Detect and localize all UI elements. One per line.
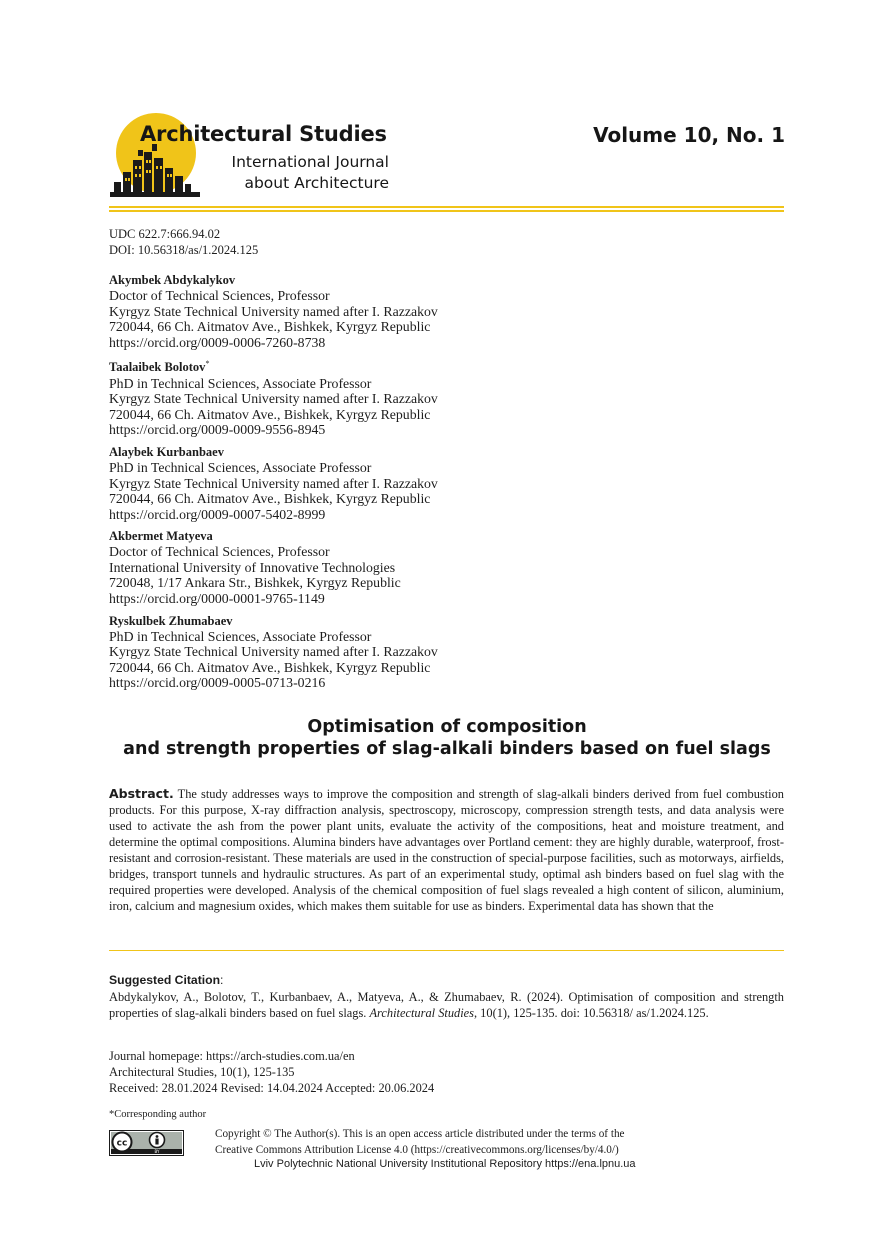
author-name: Akbermet Matyeva <box>109 529 213 544</box>
header-divider-top <box>109 206 784 208</box>
header-divider-bottom <box>109 210 784 212</box>
author-orcid-link[interactable]: https://orcid.org/0009-0007-5402-8999 <box>109 506 326 522</box>
author-affiliation: Kyrgyz State Technical University named after I. Razzakov <box>109 644 438 660</box>
copyright-line-1: Copyright © The Author(s). This is an open access article distributed under the terms of the <box>215 1128 625 1140</box>
author-affiliation: Kyrgyz State Technical University named after I. Razzakov <box>109 391 438 407</box>
author-block <box>109 613 669 691</box>
author-degree: PhD in Technical Sciences, Associate Professor <box>109 628 372 644</box>
author-orcid-link[interactable]: https://orcid.org/0000-0001-9765-1149 <box>109 591 325 607</box>
repository-note: Lviv Polytechnic National University Institutional Repository https://ena.lpnu.ua <box>254 1158 636 1170</box>
author-list <box>109 272 669 697</box>
journal-logo-icon <box>108 106 203 202</box>
abstract <box>109 786 784 914</box>
author-address: 720044, 66 Ch. Aitmatov Ave., Bishkek, Kyrgyz Republic <box>109 406 431 422</box>
cc-by-badge-icon[interactable] <box>109 1130 184 1156</box>
author-name: Alaybek Kurbanbaev <box>109 444 224 459</box>
author-degree: PhD in Technical Sciences, Associate Professor <box>109 459 372 475</box>
journal-subtitle-line-2: about Architecture <box>244 174 389 192</box>
author-address: 720044, 66 Ch. Aitmatov Ave., Bishkek, Kyrgyz Republic <box>109 319 431 335</box>
corresponding-marker: * <box>205 359 210 369</box>
author-orcid-link[interactable]: https://orcid.org/0009-0009-9556-8945 <box>109 422 326 438</box>
author-degree: Doctor of Technical Sciences, Professor <box>109 544 330 560</box>
author-degree: Doctor of Technical Sciences, Professor <box>109 288 330 303</box>
paper-title-line-2: and strength properties of slag-alkali binders based on fuel slags <box>123 739 771 759</box>
abstract-text: The study addresses ways to improve the composition and strength of slag-alkali binders derived from fuel combustion products. For this purpose, X-ray diffraction analysis, spectroscopy, microscopy, compression strength tests, and data analysis were used to activate the ash from the power plant units, evaluate the activity of the compositions, heat and moisture treatment, and determine the optimal compositions. Alumina binders have advantages over Portland cement: they are highly durable, waterproof, frost-resistant and corrosion-resistant. These materials are used in the construction of special-purpose facilities, such as motorways, airfields, bridges, transport tunnels and hydraulic structures. As part of an experimental study, optimal ash binders based on fuel slag with the required properties were developed. Analysis of the chemical composition of fuel slags revealed a high content of silicon, aluminium, iron, calcium and magnesium oxides, which makes them suitable for use as binders. Experimental data has shown that the <box>109 787 785 913</box>
author-name: Ryskulbek Zhumabaev <box>109 613 233 628</box>
by-badge-text: BY <box>154 1149 160 1154</box>
author-affiliation: International University of Innovative Technologies <box>109 559 396 575</box>
author-orcid-link[interactable]: https://orcid.org/0009-0005-0713-0216 <box>109 675 326 691</box>
doi[interactable]: DOI: 10.56318/as/1.2024.125 <box>109 243 259 257</box>
journal-issue: Architectural Studies, 10(1), 125-135 <box>109 1065 295 1079</box>
author-address: 720044, 66 Ch. Aitmatov Ave., Bishkek, Kyrgyz Republic <box>109 491 431 507</box>
journal-subtitle-line-1: International Journal <box>231 153 389 171</box>
author-name: Akymbek Abdykalykov <box>109 273 236 287</box>
author-name: Taalaibek Bolotov* <box>109 359 210 375</box>
volume-number: Volume 10, No. 1 <box>593 123 785 147</box>
paper-title-line-1: Optimisation of composition <box>307 717 587 737</box>
author-block <box>109 356 669 438</box>
author-degree: PhD in Technical Sciences, Associate Professor <box>109 375 372 391</box>
author-block <box>109 444 669 522</box>
author-affiliation: Kyrgyz State Technical University named after I. Razzakov <box>109 475 438 491</box>
author-affiliation: Kyrgyz State Technical University named after I. Razzakov <box>109 303 438 319</box>
author-address: 720048, 1/17 Ankara Str., Bishkek, Kyrgyz Republic <box>109 575 401 591</box>
abstract-divider <box>109 950 784 951</box>
suggested-citation: Abdykalykov, A., Bolotov, T., Kurbanbaev, A., Matyeva, A., & Zhumabaev, R. (2024). Optimisation of composition and strength properties of slag-alkali binders based on fuel slags. Architectural Studies, 10(1), 125-135. doi: 10.56318/ as/1.2024.125. <box>109 990 784 1020</box>
journal-title: Architectural Studies <box>140 122 387 146</box>
article-dates: Received: 28.01.2024 Revised: 14.04.2024 Accepted: 20.06.2024 <box>109 1081 435 1095</box>
copyright-line-2: Creative Commons Attribution License 4.0 (https://creativecommons.org/licenses/by/4.0/) <box>215 1144 619 1156</box>
author-block <box>109 272 669 350</box>
corresponding-author-note: *Corresponding author <box>109 1109 207 1120</box>
cc-badge-text: cc <box>116 1138 128 1149</box>
author-address: 720044, 66 Ch. Aitmatov Ave., Bishkek, Kyrgyz Republic <box>109 659 431 675</box>
journal-homepage-link[interactable]: Journal homepage: https://arch-studies.com.ua/en <box>109 1049 355 1063</box>
citation-journal: Architectural Studies <box>369 1006 474 1020</box>
author-orcid-link[interactable]: https://orcid.org/0009-0006-7260-8738 <box>109 334 326 350</box>
citation-label: Suggested Citation: <box>109 973 224 987</box>
abstract-label: Abstract. <box>109 786 174 801</box>
author-block <box>109 528 669 606</box>
udc-code: UDC 622.7:666.94.02 <box>109 227 221 241</box>
